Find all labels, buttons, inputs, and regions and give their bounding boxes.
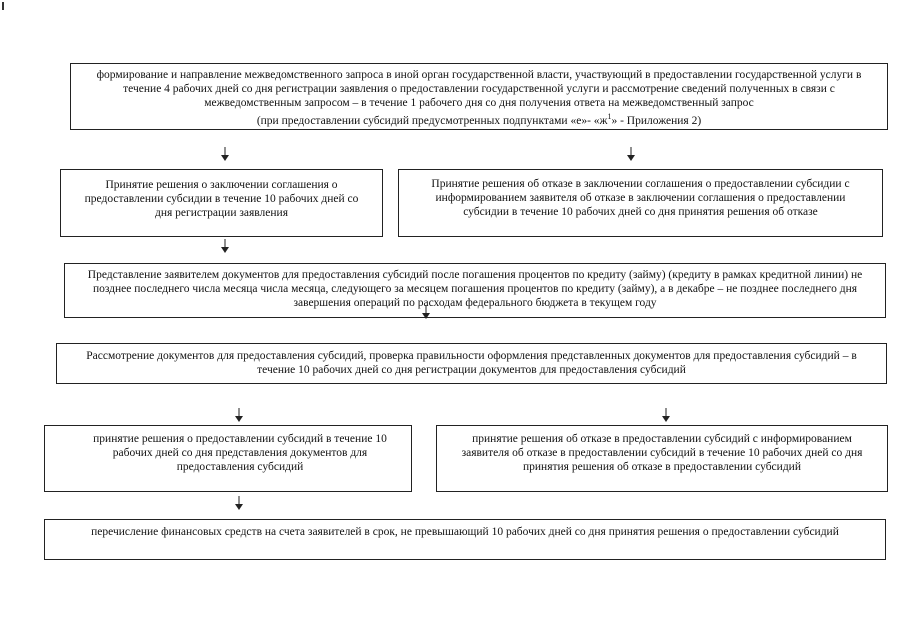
arrow-review-to-subsidy-refusal [661, 408, 671, 422]
documents-submission-box [64, 263, 886, 318]
arrow-review-to-subsidy-decision [234, 408, 244, 422]
documents-review-text: Рассмотрение документов для предоставления субсидий, проверка правильности оформления представленных документов для предоставления субсидий – в течение 10 рабочих дней со дня регистрации документов для предоставления субсидий [86, 350, 857, 376]
arrow-interagency-to-agreement-refusal [626, 147, 636, 161]
subsidy-decision-text: принятие решения о предоставлении субсидий в течение 10 рабочих дней со дня представления документов для предоставления субсидий [93, 433, 387, 473]
interagency-request-tail [81, 110, 877, 128]
agreement-refusal-box [398, 169, 883, 237]
subsidy-refusal-text: принятие решения об отказе в предоставлении субсидий с информированием заявителя об отказе в предоставлении субсидий в течение 10 рабочих дней со дня принятия решения об отказе в предоставлении субсидий [461, 433, 863, 473]
interagency-request-text: формирование и направление межведомственного запроса в иной орган государственной власти, участвующий в предоставлении государственной услуги в течение 4 рабочих дней со дня регистрации заявления о предоставлении государственной услуги и рассмотрение сведений полученных в связи с межведомственным запросом – в течение 1 рабочего дня со дня получения ответа на межведомственный запрос [96, 69, 862, 109]
arrow-documents-submission-to-review [421, 305, 431, 319]
arrow-subsidy-decision-to-funds-transfer [234, 496, 244, 510]
interagency-tail-after: » - Приложения 2) [611, 114, 702, 127]
agreement-refusal-text: Принятие решения об отказе в заключении соглашения о предоставлении субсидии с информированием заявителя об отказе в заключении соглашения о предоставлении субсидии в течение 10 рабочих дней со дня принятия решения об отказе [431, 178, 850, 218]
funds-transfer-box [44, 519, 886, 560]
interagency-tail-sup: 1 [607, 112, 612, 121]
documents-submission-text: Представление заявителем документов для предоставления субсидий после погашения процентов по кредиту (займу) (кредиту в рамках кредитной линии) не позднее последнего числа месяца числа месяца, следующего за месяцем погашения процентов по кредиту (займу), а в декабре – не позднее последнего дня завершения операций по расходам федерального бюджета в текущем году [87, 269, 863, 309]
interagency-request-box [70, 63, 888, 130]
arrow-agreement-decision-to-documents-submission [220, 239, 230, 253]
interagency-tail-before: (при предоставлении субсидий предусмотренных подпунктами «е»- «ж [256, 114, 608, 127]
agreement-decision-text: Принятие решения о заключении соглашения о предоставлении субсидии в течение 10 рабочих дней со дня регистрации заявления [84, 179, 359, 219]
subsidy-decision-box [44, 425, 412, 492]
documents-review-box [56, 343, 887, 384]
scan-mark [2, 2, 4, 10]
agreement-decision-box [60, 169, 383, 237]
arrow-interagency-to-agreement-decision [220, 147, 230, 161]
funds-transfer-text: перечисление финансовых средств на счета заявителей в срок, не превышающий 10 рабочих дней со дня принятия решения о предоставлении субсидий [91, 526, 839, 538]
subsidy-refusal-box [436, 425, 888, 492]
